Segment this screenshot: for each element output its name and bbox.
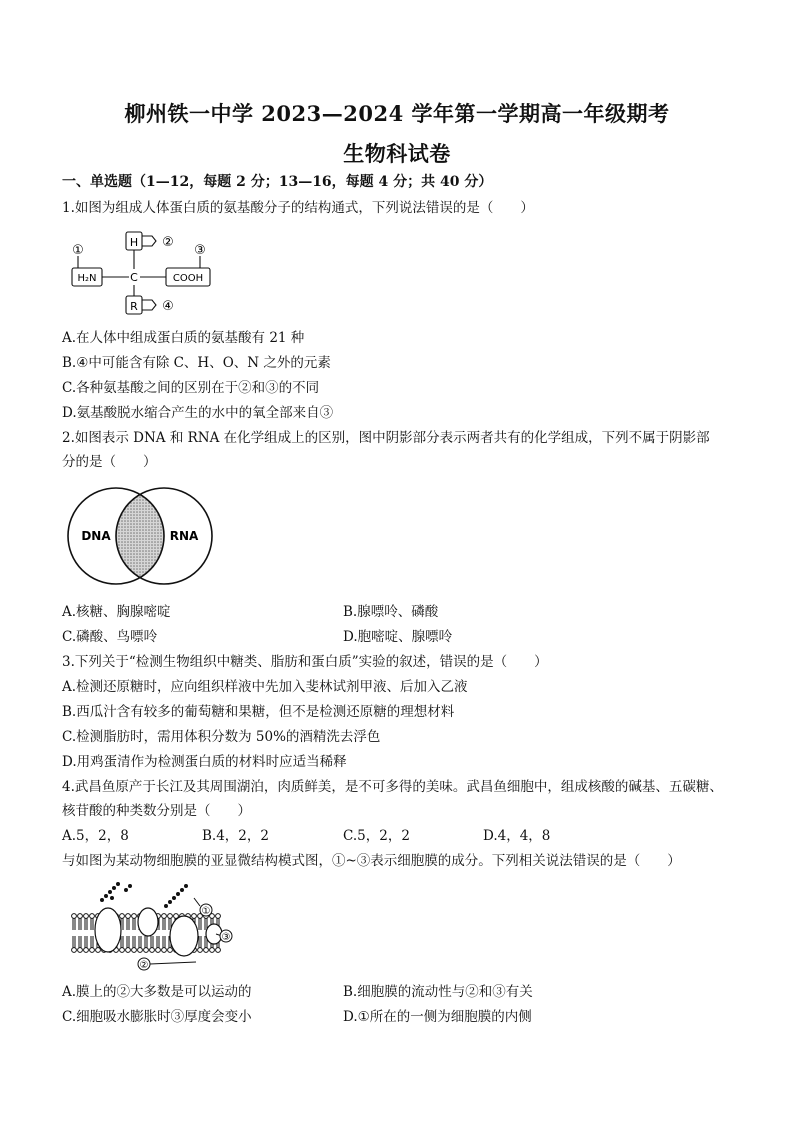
phospholipid-head <box>138 948 143 953</box>
phospholipid-head <box>132 948 137 953</box>
cell-membrane-diagram <box>66 876 236 976</box>
phospholipid-head <box>168 948 173 953</box>
exam-title: 柳州铁一中学 2023—2024 学年第一学期高一年级期考 <box>124 101 670 126</box>
phospholipid-head <box>90 948 95 953</box>
phospholipid-head <box>126 948 131 953</box>
fig1-mark4: ④ <box>162 299 174 314</box>
q5-option-a: A.膜上的②大多数是可以运动的 <box>62 984 252 1000</box>
q3-option-d: D.用鸡蛋清作为检测蛋白质的材料时应适当稀释 <box>62 754 347 770</box>
membrane-mark1: ① <box>201 906 211 917</box>
q4-stem-line2: 核苷酸的种类数分别是（ ） <box>62 803 251 819</box>
phospholipid-head <box>126 914 131 919</box>
q3-option-a: A.检测还原糖时，应向组织样液中先加入斐林试剂甲液、后加入乙液 <box>62 679 468 695</box>
q3-stem: 3.下列关于“检测生物组织中糖类、脂肪和蛋白质”实验的叙述，错误的是（ ） <box>62 654 548 670</box>
phospholipid-head <box>84 914 89 919</box>
q2-option-b: B.腺嘌呤、磷酸 <box>343 604 439 620</box>
phospholipid-head <box>120 914 125 919</box>
membrane-mark2: ② <box>139 960 149 971</box>
q4-option-a: A.5，2，8 <box>62 828 129 844</box>
phospholipid-head <box>78 948 83 953</box>
phospholipid-head <box>72 948 77 953</box>
fig1-mark1: ① <box>72 243 84 258</box>
phospholipid-head <box>72 914 77 919</box>
phospholipid-head <box>96 948 101 953</box>
q2-stem-line1: 2.如图表示 DNA 和 RNA 在化学组成上的区别，图中阴影部分表示两者共有的化学组成，下列不属于阴影部 <box>62 430 710 446</box>
phospholipid-head <box>84 948 89 953</box>
q4-option-d: D.4，4，8 <box>483 828 551 844</box>
q2-option-a: A.核糖、胸腺嘧啶 <box>62 604 171 620</box>
q2-option-c: C.磷酸、鸟嘌呤 <box>62 629 158 645</box>
fig1-r: R <box>130 300 138 313</box>
fig1-h: H <box>129 236 139 249</box>
amino-acid-diagram <box>64 226 224 322</box>
q5-stem: 与如图为某动物细胞膜的亚显微结构模式图，①~③表示细胞膜的成分。下列相关说法错误的是（ ） <box>62 853 681 869</box>
q2-stem-line2: 分的是（ ） <box>62 454 157 470</box>
q1-option-d: D.氨基酸脱水缩合产生的水中的氧全部来自③ <box>62 405 334 421</box>
membrane-mark3: ③ <box>221 932 231 943</box>
fig1-h2n: H₂N <box>77 273 97 284</box>
q1-option-b: B.④中可能含有除 C、H、O、N 之外的元素 <box>62 355 331 371</box>
q3-option-b: B.西瓜汁含有较多的葡萄糖和果糖，但不是检测还原糖的理想材料 <box>62 704 455 720</box>
fig1-mark2: ② <box>162 235 174 250</box>
phospholipid-head <box>192 914 197 919</box>
q1-option-c: C.各种氨基酸之间的区别在于②和③的不同 <box>62 380 320 396</box>
phospholipid-head <box>78 914 83 919</box>
phospholipid-head <box>132 914 137 919</box>
q5-option-b: B.细胞膜的流动性与②和③有关 <box>343 984 533 1000</box>
venn-diagram <box>64 484 220 590</box>
q4-option-c: C.5，2，2 <box>343 828 410 844</box>
q3-option-c: C.检测脂肪时，需用体积分数为 50%的酒精洗去浮色 <box>62 729 381 745</box>
exam-subtitle: 生物科试卷 <box>343 141 451 166</box>
q5-option-c: C.细胞吸水膨胀时③厚度会变小 <box>62 1009 252 1025</box>
phospholipid-head <box>204 948 209 953</box>
q1-stem: 1.如图为组成人体蛋白质的氨基酸分子的结构通式，下列说法错误的是（ ） <box>62 200 534 216</box>
phospholipid-head <box>162 948 167 953</box>
phospholipid-head <box>162 914 167 919</box>
phospholipid-head <box>216 914 221 919</box>
phospholipid-head <box>198 948 203 953</box>
phospholipid-head <box>90 914 95 919</box>
phospholipid-head <box>216 948 221 953</box>
q5-option-d: D.①所在的一侧为细胞膜的内侧 <box>343 1009 532 1025</box>
section-heading: 一、单选题（1—12，每题 2 分；13—16，每题 4 分；共 40 分） <box>62 174 493 190</box>
phospholipid-head <box>144 948 149 953</box>
q4-stem-line1: 4.武昌鱼原产于长江及其周围湖泊，肉质鲜美，是不可多得的美味。武昌鱼细胞中，组成核酸的碱基、五碳糖、 <box>62 779 723 795</box>
fig1-c: C <box>130 271 138 284</box>
phospholipid-head <box>150 948 155 953</box>
phospholipid-head <box>156 948 161 953</box>
q4-option-b: B.4，2，2 <box>202 828 269 844</box>
phospholipid-head <box>168 914 173 919</box>
fig1-mark3: ③ <box>194 243 206 258</box>
fig1-cooh: COOH <box>172 273 204 284</box>
phospholipid-head <box>210 948 215 953</box>
venn-label-rna: RNA <box>169 529 199 543</box>
venn-label-dna: DNA <box>81 529 111 543</box>
q1-option-a: A.在人体中组成蛋白质的氨基酸有 21 种 <box>62 330 305 346</box>
phospholipid-head <box>120 948 125 953</box>
q2-option-d: D.胞嘧啶、腺嘌呤 <box>343 629 453 645</box>
